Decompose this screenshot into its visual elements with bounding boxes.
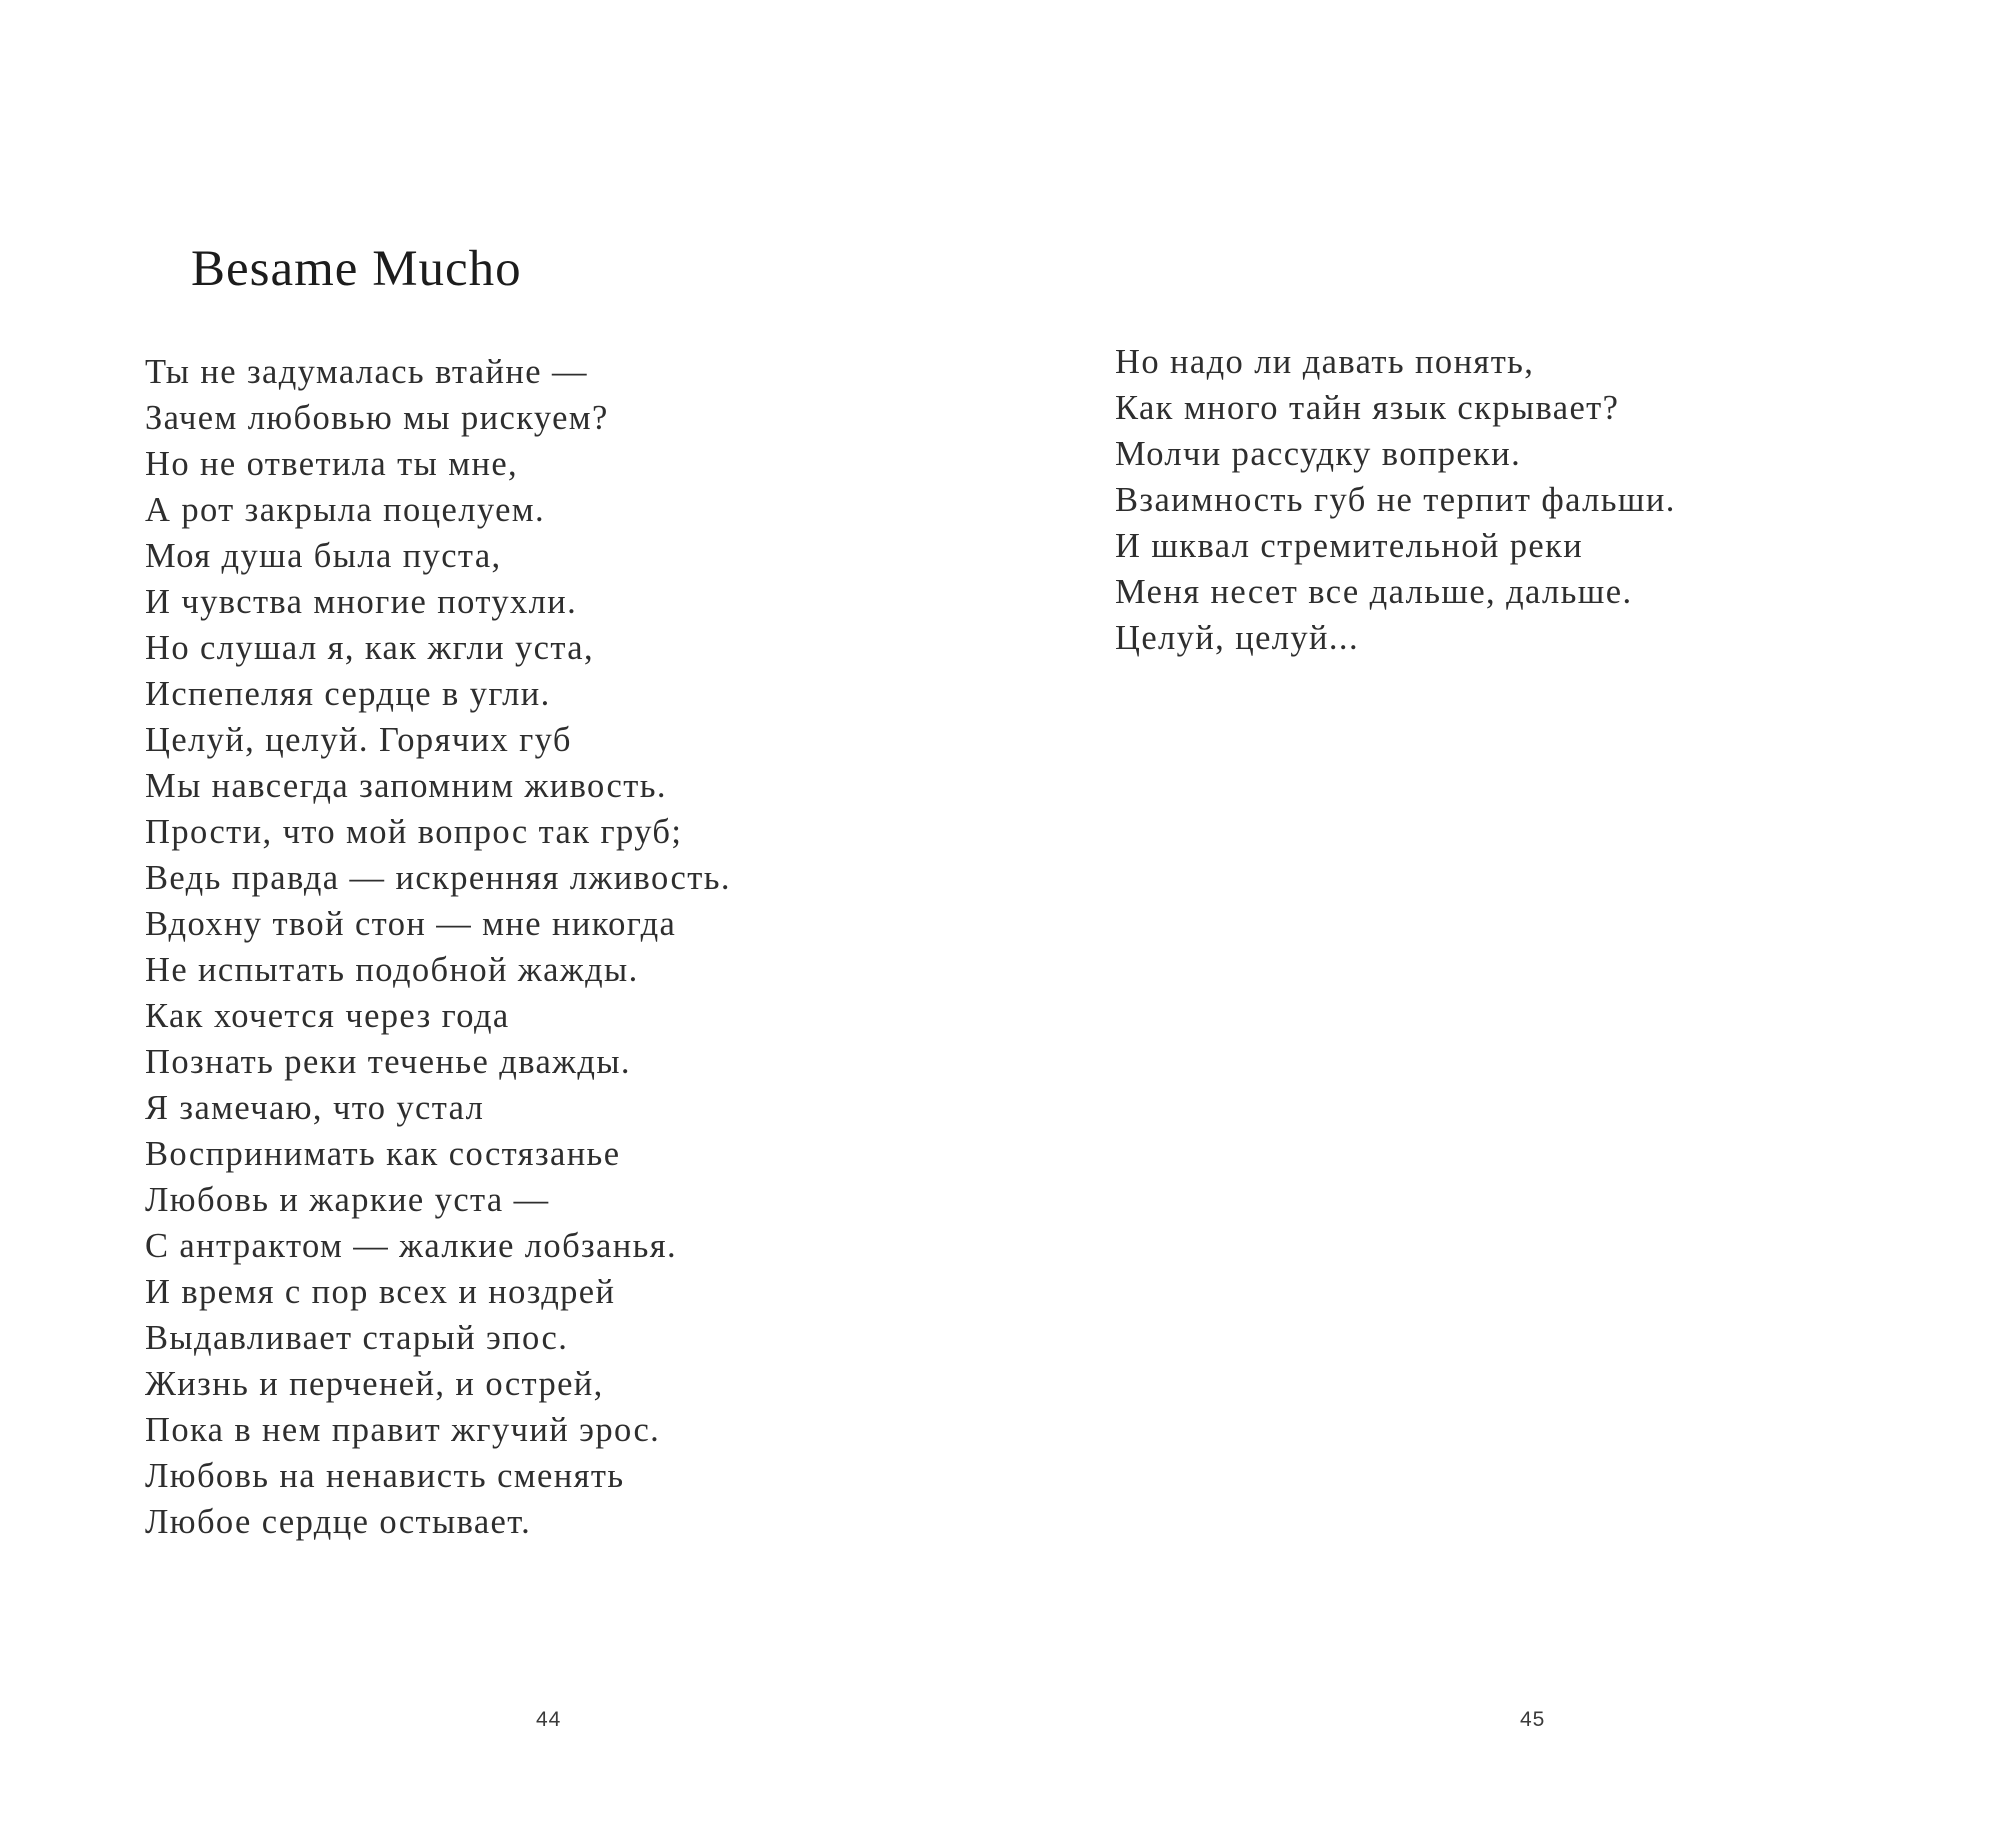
poem-line: Целуй, целуй...	[1115, 619, 1359, 657]
poem-line: Ты не задумалась втайне —	[145, 353, 588, 391]
poem-line: Не испытать подобной жажды.	[145, 951, 639, 989]
poem-line: Но надо ли давать понять,	[1115, 343, 1535, 381]
poem-line: Жизнь и перченей, и острей,	[145, 1365, 604, 1403]
poem-line: Взаимность губ не терпит фальши.	[1115, 481, 1676, 519]
poem-line: И время с пор всех и ноздрей	[145, 1273, 616, 1311]
poem-line: Познать реки теченье дважды.	[145, 1043, 631, 1081]
poem-line: Вдохну твой стон — мне никогда	[145, 905, 677, 943]
poem-line: Но не ответила ты мне,	[145, 445, 519, 483]
right-page	[1000, 0, 2000, 1824]
poem-line: Любовь и жаркие уста —	[145, 1181, 550, 1219]
poem-line: Зачем любовью мы рискуем?	[145, 399, 609, 437]
poem-line: Целуй, целуй. Горячих губ	[145, 721, 572, 759]
poem-line: И чувства многие потухли.	[145, 583, 578, 621]
poem-line: Ведь правда — искренняя лживость.	[145, 859, 731, 897]
page-number-right: 45	[1520, 1708, 1546, 1731]
poem-line: А рот закрыла поцелуем.	[145, 491, 546, 529]
poem-line: Прости, что мой вопрос так груб;	[145, 813, 683, 851]
poem-line: Любое сердце остывает.	[145, 1503, 532, 1541]
poem-text-left	[145, 349, 731, 1545]
poem-line: Моя душа была пуста,	[145, 537, 502, 575]
poem-text-right	[1115, 339, 1676, 661]
poem-line: Но слушал я, как жгли уста,	[145, 629, 594, 667]
poem-line: Мы навсегда запомним живость.	[145, 767, 667, 805]
poem-line: Любовь на ненависть сменять	[145, 1457, 625, 1495]
poem-line: Как много тайн язык скрывает?	[1115, 389, 1620, 427]
poem-line: Воспринимать как состязанье	[145, 1135, 621, 1173]
poem-line: Выдавливает старый эпос.	[145, 1319, 569, 1357]
poem-line: Меня несет все дальше, дальше.	[1115, 573, 1633, 611]
poem-line: Как хочется через года	[145, 997, 510, 1035]
page-number-left: 44	[536, 1708, 562, 1731]
poem-line: Испепеляя сердце в угли.	[145, 675, 551, 713]
poem-title: Besame Mucho	[191, 241, 522, 297]
poem-line: С антрактом — жалкие лобзанья.	[145, 1227, 678, 1265]
poem-line: Я замечаю, что устал	[145, 1089, 485, 1127]
poem-line: И шквал стремительной реки	[1115, 527, 1584, 565]
poem-line: Молчи рассудку вопреки.	[1115, 435, 1522, 473]
poem-line: Пока в нем правит жгучий эрос.	[145, 1411, 661, 1449]
